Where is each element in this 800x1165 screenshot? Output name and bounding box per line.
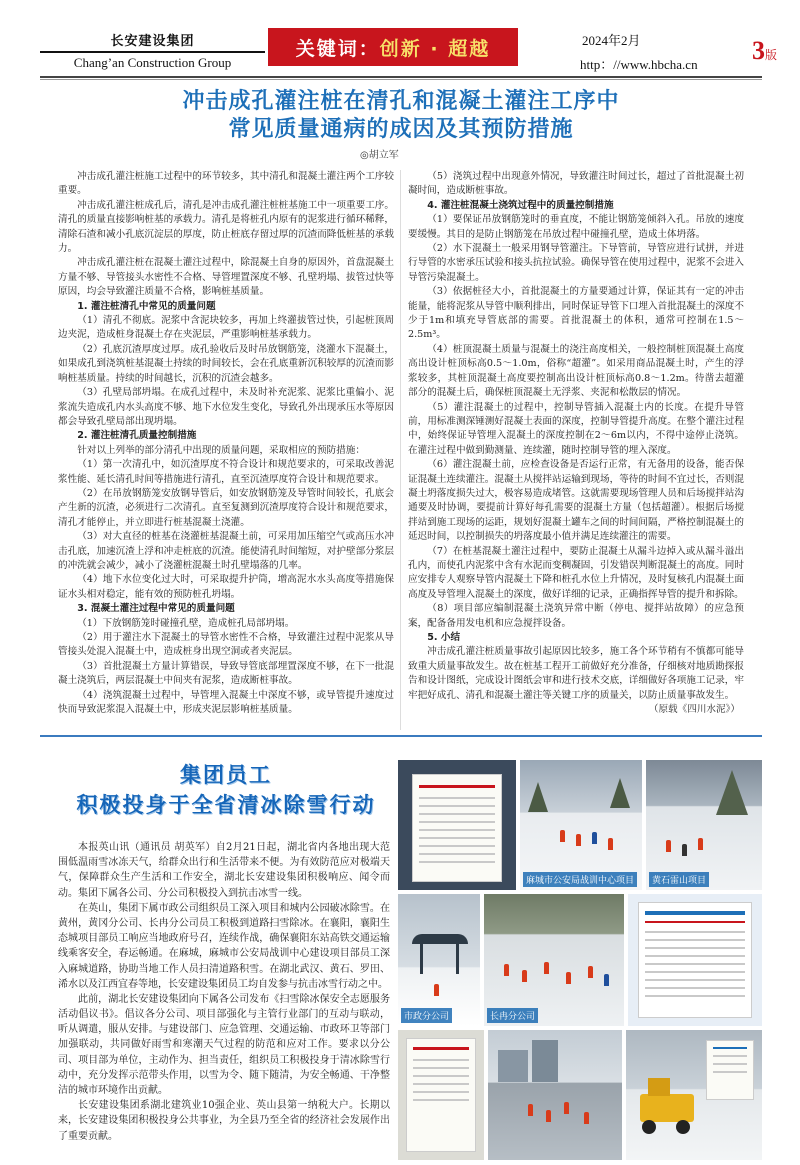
photo-caption: 黄石雷山项目 (649, 872, 709, 887)
article1-title (40, 88, 762, 144)
article1-author: ◎胡立军 (360, 150, 399, 161)
header-rule (40, 76, 762, 78)
keyword-value: 创新 · 超越 (379, 37, 491, 60)
website-url[interactable]: http：//www.hbcha.cn (580, 57, 698, 72)
photo-volunteer-certificate (398, 1030, 484, 1160)
section-heading: 4. 灌注桩混凝土浇筑过程中的质量控制措施 (427, 199, 614, 211)
column-divider (400, 170, 401, 730)
paragraph: （1）第一次清孔中，如沉渣厚度不符合设计和规范要求的，可采取改善泥浆性能、延长清孔时间等措施进行清孔，直至沉渣厚度符合设计和规范要求。 (58, 459, 394, 485)
paragraph: 冲击成孔灌注桩施工过程中的环节较多，其中清孔和混凝土灌注两个工序较重要。 (58, 171, 394, 197)
article2-title-line2: 积极投身于全省清冰除雪行动 (76, 793, 376, 817)
paragraph: （2）孔底沉渣厚度过厚。成孔验收后及时吊放钢筋笼，浇灌水下混凝土，如果成孔到浇筑桩基混凝土持续的时间较长，会在孔底重新沉积较厚的沉渣而影响桩基质量。持续的时间越长，沉积的沉渣会越多。 (58, 343, 394, 384)
paragraph: 冲击成孔灌注桩成孔后，清孔是冲击成孔灌注桩桩基施工中一项重要工序。清孔的质量直接影响桩基的承载力。清孔是将桩孔内原有的泥浆进行循环稀释，清除石渣和减小孔底沉淀层的厚度，防止桩底存留过厚的沉渣而降低桩基的承载力。 (58, 199, 394, 255)
paragraph: （3）首批混凝土方量计算错误，导致导管底部埋置深度不够，在下一批混凝土浇筑后，两层混凝土中间夹有泥浆，造成断桩事故。 (58, 660, 394, 687)
page-number-value: 3 (752, 36, 765, 65)
photo-caption: 市政分公司 (401, 1008, 452, 1023)
brand-divider (40, 51, 265, 53)
paragraph: （3）孔壁局部坍塌。在成孔过程中，未及时补充泥浆、泥浆比重偏小、泥浆流失造成孔内水头高度不够、地下水位发生变化，导致孔外出现承压水等原因都会导致孔壁局部出现坍塌。 (58, 387, 394, 427)
paragraph: 针对以上列举的部分清孔中出现的质量问题，采取相应的预防措施： (77, 444, 365, 456)
paragraph: （5）浇筑过程中出现意外情况，导致灌注时间过长，超过了首批混凝土初凝时间，造成断桩事故。 (408, 171, 744, 197)
paragraph: （6）灌注混凝土前，应检查设备是否运行正常，有无备用的设备，能否保证混凝土连续灌注。混凝土从搅拌站运输到现场，等待的时间不宜过长，否则混凝土坍落度损失过大，极容易造成堵管。这就需要现场管理人员和后场搅拌站沟通要及时协调，要提前计算好每孔需要的混凝土方量（包括超灌）。根据后场搅拌站到施工现场的运距，规划好混凝土罐车之间的时间间隔，严格控制混凝土的延迟时间，以控制损失的坍落度最小值并满足连续灌注的需要。 (408, 459, 744, 543)
photo-collage (398, 760, 762, 1160)
header-rule-thin (40, 79, 762, 80)
section-heading: 2. 灌注桩清孔质量控制措施 (77, 430, 197, 442)
photo-caption: 长冉分公司 (487, 1008, 538, 1023)
paragraph: （2）水下混凝土一般采用钢导管灌注。下导管前，导管应进行试拼，并进行导管的水密承压试验和接头抗拉试验。确保导管在使用过程中，泥浆不会进入导管污染混凝土。 (408, 243, 744, 283)
brand-name-en: Chang’an Construction Group (73, 55, 232, 70)
issue-date: 2024年2月 (582, 33, 641, 48)
paragraph: 长安建设集团系湖北建筑业10强企业、英山县第一纳税大户。长期以来，长安建设集团积极投身公共事业，为全县乃至全省的经济社会发展作出了重要贡献。 (58, 1100, 390, 1142)
paragraph: 在英山，集团下属市政公司组织员工深入项目和城内公园破冰除雪。在黄州，黄冈分公司、长冉分公司员工积极到道路扫雪除冰。在襄阳，襄阳生态城项目部员工响应当地政府号召，连续作战，确保襄阳东站高铁交通运输线乘客安全，春运畅通。在麻城，麻城市公安局战训中心建设项目部员工深入麻城道路，协助当地工作人员扫清道路积雪。在湖北武汉、黄石、罗田、浠水以及江西宜春等地，长安建设集团员工均自发参与抗击冰雪行动之中。 (58, 902, 390, 990)
notice-sheet (412, 774, 502, 882)
paragraph: 本报英山讯（通讯员 胡英军）自2月21日起，湖北省内各地出现大范围低温雨雪冰冻天气，给群众出行和生活带来不便。为有效防范应对极端天气，保障群众生产生活和工作安全，湖北长安建设集团积极响应、闻令而动。集团下属各公司、分公司积极投入到抗击冰雪一线。 (58, 842, 390, 899)
photo-changran-branch (484, 894, 624, 1026)
article1-column-right (408, 170, 744, 717)
article1-title-line1: 冲击成孔灌注桩在清孔和混凝土灌注工序中 (182, 89, 620, 114)
paragraph: （3）依据桩径大小，首批混凝土的方量要通过计算，保证其有一定的冲击能量，能将泥浆从导管中顺利排出，同时保证导管下口埋入首批混凝土的深度不少于1m和填充导管底部的需要。首批混凝土的体积，通常可控制在1.5～2.5m³。 (408, 286, 744, 341)
source-note: （原载《四川水泥》） (648, 704, 740, 716)
paragraph: （4）地下水位变化过大时，可采取提升护筒，增高泥水水头高度等措施保证水头相对稳定，能有效的预防桩孔坍塌。 (58, 574, 394, 600)
paragraph: （5）灌注混凝土的过程中，控制导管插入混凝土内的长度。在提升导管前，用标准测深锤测好混凝土表面的深度，控制导管提升高度。在整个灌注过程中，始终保证导管埋入混凝土的深度控制在2～6m以内，不得中途停止浇筑。在灌注过程中做到勤测量、连续灌，随时控制导管的埋入深度。 (408, 401, 744, 456)
paragraph: （8）项目部应编制混凝土浇筑异常中断（停电、搅拌站故障）的应急预案，配备备用发电机和应急搅拌设备。 (408, 603, 744, 629)
section-divider (40, 735, 762, 737)
photo-initiative-poster (628, 894, 762, 1026)
paragraph: （4）浇筑混凝土过程中，导管埋入混凝土中深度不够，或导管提升速度过快而导致泥浆混入混凝土中，形成夹泥层影响桩基质量。 (58, 689, 394, 716)
page-number (752, 36, 777, 66)
article2-body (58, 840, 390, 1144)
paragraph: （7）在桩基混凝土灌注过程中，要防止混凝土从漏斗边掉入或从漏斗溢出孔内，而使孔内泥浆中含有水泥而变稠凝固，引发错误判断混凝土的高度。同时应安排专人观察导管内混凝土下降和桩孔水位上升情况，及时复核孔内混凝土面高度及导管埋入混凝土的深度，做好详细的记录，正确指挥导管的提升和拆除。 (408, 545, 744, 600)
paragraph: （3）对大直径的桩基在浇灌桩基混凝土前，可采用加压缩空气或高压水冲击孔底，加速沉渣上浮和冲走桩底的沉渣。能使清孔时间缩短，对护壁部分浆层的冲洗就会减少，减小了浇灌桩混凝土时孔壁塌落的几率。 (58, 531, 394, 571)
paragraph: （1）清孔不彻底。泥浆中含泥块较多，再加上终灌拔管过快，引起桩顶周边夹泥，造成桩身混凝土存在夹泥层，严重影响桩基承载力。 (58, 315, 394, 341)
notice-inset (706, 1040, 754, 1100)
paragraph: （1）要保证吊放钢筋笼时的垂直度，不能让钢筋笼倾斜入孔。吊放的速度要缓慢。其目的是防止钢筋笼在吊放过程中碰撞孔壁，造成土体坍落。 (408, 214, 744, 240)
section-heading: 3. 混凝土灌注过程中常见的质量问题 (77, 603, 235, 615)
article2-title (58, 760, 394, 820)
article1-column-left (58, 170, 394, 717)
photo-caption: 麻城市公安局战训中心项目 (523, 872, 637, 887)
paragraph: 此前，湖北长安建设集团向下属各公司发布《扫雪除冰保安全志愿服务活动倡议书》。倡议各分公司、项目部强化与主管行业部门的互动与联动，听从调遣，服从安排。与建设部门、应急管理、交通运输、市政环卫等部门加强联动，共同做好雨雪和寒潮天气过程的防范和应对工作。要求以分公司、项目部为单位，主动作为、担当责任，组织员工积极投身于清冰除雪行动中，充分发挥示范带头作用，以雪为令、随下随清，为安全畅通、干净整洁的城市环境作出贡献。 (58, 993, 390, 1096)
paragraph: 冲击成孔灌注桩质量事故引起原因比较多，施工各个环节稍有不慎都可能导致重大质量事故发生。故在桩基工程开工前做好充分准备，仔细核对地质勘探报告和设计图纸，完成设计图纸会审和进行技术交底，详细做好各项施工记录，牢牢把好成孔、清孔和混凝土灌注等关键工序的质量关，以防止质量事故发生。 (408, 646, 744, 701)
issue-info (580, 30, 750, 73)
paragraph: （4）桩顶混凝土质量与混凝土的浇注高度相关，一般控制桩顶混凝土高度高出设计桩顶标高0.5～1.0m，俗称“超灌”。如采用商品混凝土时，产生的浮浆较多，其桩顶混凝土高度要控制高出设计桩顶标高0.8～1.2m。待凿去超灌部分的混凝土后，确保桩顶混凝土无浮浆、夹泥和松散层的情况。 (408, 343, 744, 399)
keyword-banner (268, 28, 518, 66)
photo-road-clearing (488, 1030, 622, 1160)
section-heading: 5. 小结 (427, 632, 461, 643)
brand-name-cn: 长安建设集团 (110, 34, 195, 49)
article1-title-line2: 常见质量通病的成因及其预防措施 (228, 117, 574, 142)
photo-snow-machinery (626, 1030, 762, 1160)
section-heading: 1. 灌注桩清孔中常见的质量问题 (77, 300, 216, 312)
brand-block (40, 30, 265, 71)
keyword-label: 关键词： (295, 37, 380, 60)
photo-macheng-project (520, 760, 642, 890)
photo-huangshi-project (646, 760, 762, 890)
page-number-suffix: 版 (765, 48, 778, 62)
paragraph: （1）下放钢筋笼时碰撞孔壁，造成桩孔局部坍塌。 (77, 617, 295, 629)
photo-park-pavilion (398, 894, 480, 1026)
certificate-sheet (406, 1038, 476, 1152)
paragraph: （2）在吊放钢筋笼安放钢导管后，如安放钢筋笼及导管时间较长，孔底会产生新的沉渣，必须进行二次清孔。直至复测到沉渣厚度符合设计和规范要求，清孔才能停止，并立即进行桩基混凝土浇灌。 (58, 487, 394, 528)
paragraph: 冲击成孔灌注桩在混凝土灌注过程中，除混凝土自身的原因外，首盘混凝土方量不够、导管接头水密性不合格、导管埋置深度不够、孔壁坍塌、拔管过快等原因，均会导致灌注质量不合格，影响桩基质量。 (58, 257, 394, 298)
paragraph: （2）用于灌注水下混凝土的导管水密性不合格，导致灌注过程中泥浆从导管接头处混入混凝土中，造成桩身出现空洞或者夹泥层。 (58, 632, 394, 658)
article2-title-line1: 集团员工 (180, 763, 272, 787)
photo-notice-document (398, 760, 516, 890)
poster-sheet (638, 902, 752, 1018)
masthead (0, 0, 800, 78)
